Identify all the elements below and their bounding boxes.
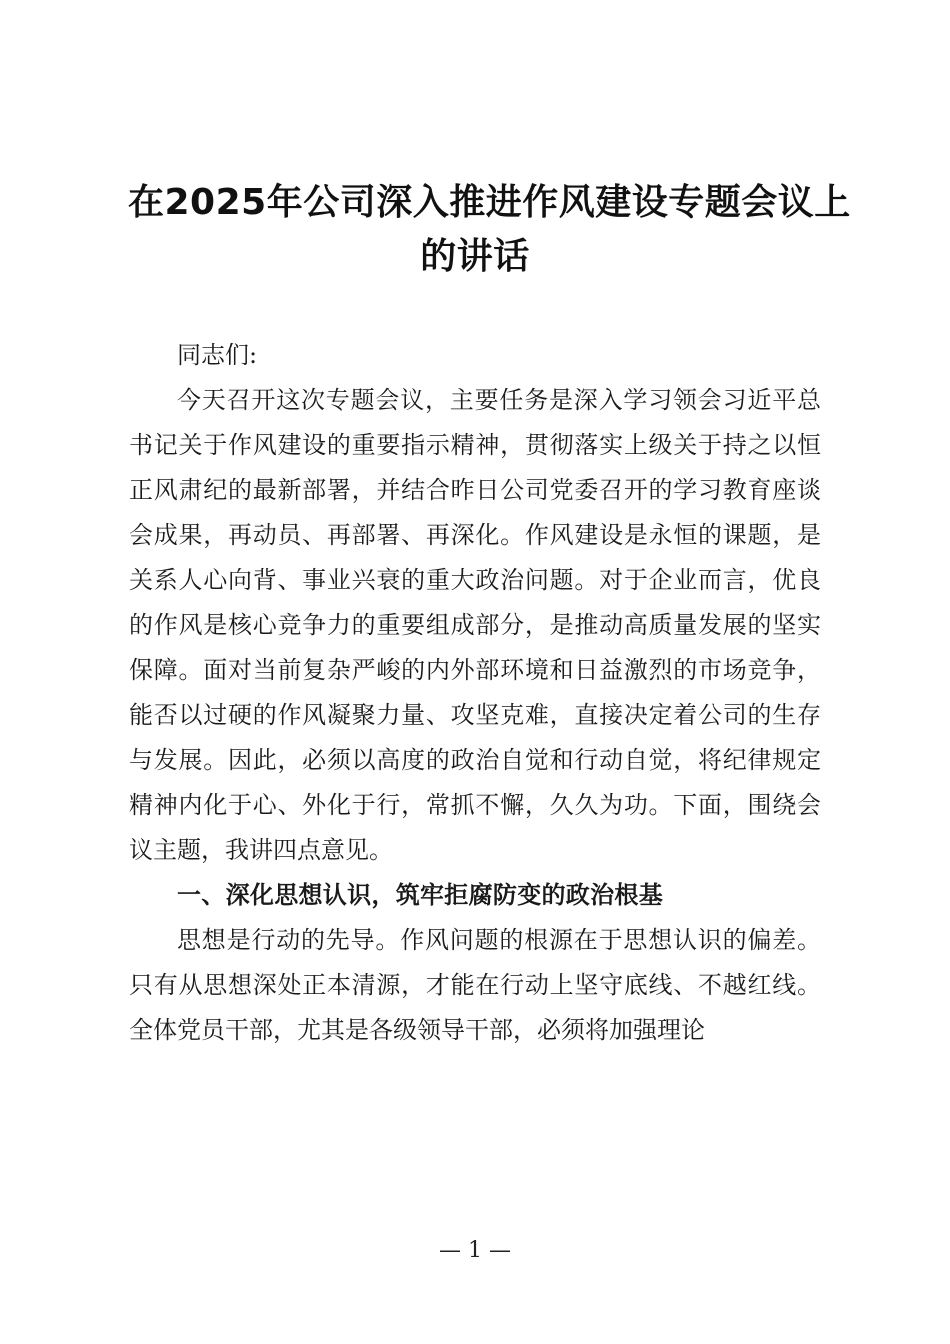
document-title bbox=[128, 176, 851, 284]
page-number: — 1 — bbox=[439, 1238, 511, 1263]
intro-paragraph: 今天召开这次专题会议，主要任务是深入学习领会习近平总书记关于作风建设的重要指示精神，贯彻落实上级关于持之以恒正风肃纪的最新部署，并结合昨日公司党委召开的学习教育座谈会成果，再动员、再部署、再深化。作风建设是永恒的课题，是关系人心向背、事业兴衰的重大政治问题。对于企业而言，优良的作风是核心竞争力的重要组成部分，是推动高质量发展的坚实保障。面对当前复杂严峻的内外部环境和日益激烈的市场竞争，能否以过硬的作风凝聚力量、攻坚克难，直接决定着公司的生存与发展。因此，必须以高度的政治自觉和行动自觉，将纪律规定精神内化于心、外化于行，常抓不懈，久久为功。下面，围绕会议主题，我讲四点意见。 bbox=[129, 386, 821, 864]
document-body bbox=[129, 333, 821, 1053]
section-heading: 一、深化思想认识，筑牢拒腐防变的政治根基 bbox=[177, 881, 663, 909]
salutation: 同志们: bbox=[177, 341, 258, 369]
section-paragraph: 思想是行动的先导。作风问题的根源在于思想认识的偏差。只有从思想深处正本清源，才能在行动上坚守底线、不越红线。全体党员干部，尤其是各级领导干部，必须将加强理论 bbox=[129, 926, 821, 1044]
title-line-2: 的讲话 bbox=[420, 236, 530, 278]
title-line-1: 在2025年公司深入推进作风建设专题会议上 bbox=[128, 182, 851, 224]
